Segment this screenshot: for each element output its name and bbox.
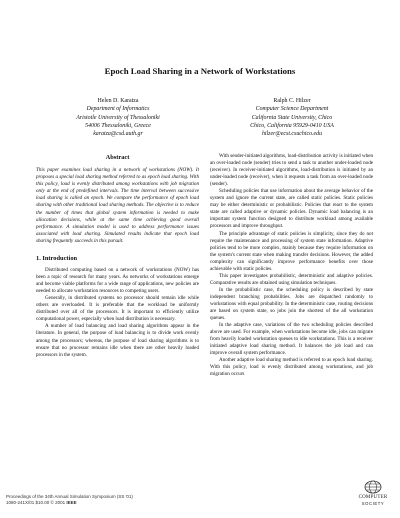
author-email: hilzer@ecst.csuchico.edu — [261, 131, 323, 138]
abstract-text: This paper examines load sharing in a network of workstations (NOW). It proposes a special load sharing method referred to as epoch load sharing. With this policy, load is evenly distributed among workstations with job migration only at the end of predefined intervals. The time interval between successive load sharing is called an epoch. We compare the performance of epoch load sharing with other traditional load sharing methods. The objective is to reduce the number of times that global system information is needed to make allocation decisions, while at the same time achieving good overall performance. A simulation model is used to address performance issues associated with load sharing. Simulated results indicate that epoch load sharing frequently succeeds in this pursuit. — [36, 167, 199, 244]
author-block-2 — [212, 97, 372, 138]
logo-line-1: COMPUTER — [358, 495, 388, 500]
author-block-1 — [38, 97, 198, 138]
footer-publisher: IEEE — [66, 500, 77, 506]
paper-title: Epoch Load Sharing in a Network of Workstations — [104, 66, 296, 76]
body-paragraph: The principle advantage of static policies is simplicity, since they do not require the maintenance and processing of system state information. Adaptive policies tend to be more complex, mainly because they require information on the system's current state when making transfer decisions. However, the added complexity can significantly improve performance benefits over those achievable with static policies. — [210, 230, 373, 272]
page-footer — [6, 494, 306, 506]
body-paragraph: In the adaptive case, variations of the two scheduling policies described above are used. For example, when workstations become idle, jobs can migrate from heavily loaded workstation queues to idle workstations. This is a receiver initiated adaptive load sharing method. It balances the job load and can improve overall system performance. — [210, 322, 373, 357]
author-dept: Department of Informatics — [86, 106, 150, 113]
body-paragraph: In the probabilistic case, the scheduling policy is described by state independent branching probabilities. Jobs are dispatched randomly to workstations with equal probability. In the deterministic case, routing decisions are based on system state, so jobs join the shortest of the all workstation queues. — [210, 286, 373, 322]
author-institution: Aristotle University of Thessaloniki — [76, 114, 160, 121]
author-dept: Computer Science Department — [255, 106, 329, 113]
author-address: 54006 Thessaloniki, Greece — [85, 122, 151, 129]
abstract-heading: Abstract — [105, 154, 130, 161]
section-heading: 1. Introduction — [36, 255, 78, 263]
footer-issn: 1080-241X/01 $10.00 © 2001 — [6, 500, 66, 506]
body-paragraph: Another adaptive load sharing method is referred to as epoch load sharing. With this policy, load is evenly distributed among workstations, and job migration occurs — [210, 357, 373, 378]
body-paragraph: Scheduling policies that use information about the average behavior of the system and ignore the current state, are called static policies. Static policies may be either deterministic or probabilistic. Policies that react to the system state are called adaptive or dynamic policies. Dynamic load balancing is an important system function designed to distribute workload among available processors and improve throughput. — [210, 188, 373, 230]
body-paragraph: A number of load balancing and load sharing algorithms appear in the literature. In general, the purpose of load balancing is to divide work evenly among the processors; whereas, the purpose of load sharing algorithms is to ensure that no processor remains idle when there are other heavily loaded processors in the system. — [36, 323, 199, 358]
body-paragraph: Generally, in distributed systems no processor should remain idle while others are overloaded. It is preferable that the workload be uniformly distributed over all of the processors. It is important to efficiently utilize computational power, especially when load distribution is necessary. — [36, 295, 199, 323]
author-email: karatza@csd.auth.gr — [93, 131, 143, 138]
footer-copyright — [6, 500, 306, 506]
author-name: Ralph C. Hilzer — [273, 98, 311, 104]
author-name: Helen D. Karatza — [97, 98, 139, 104]
footer-proceedings: Proceedings of the 34th Annual Simulation Symposium (SS '01) — [6, 494, 133, 499]
computer-society-logo — [350, 480, 396, 516]
author-address: Chico, California 95929-0410 USA — [250, 122, 334, 129]
body-paragraph: Distributed computing based on a network of workstations (NOW) has been a topic of research for many years. As networks of workstations emerge and become viable platforms for a wide range of applications, new policies are needed to allocate workstation resources to competing users. — [36, 267, 199, 295]
body-paragraph: This paper investigates probabilistic, deterministic and adaptive policies. Comparative results are obtained using simulation techniques. — [210, 272, 373, 286]
left-column — [36, 153, 199, 359]
globe-icon — [364, 480, 382, 494]
body-paragraph: With sender-initiated algorithms, load-distribution activity is initiated when an over-loaded node (sender) tries to send a task to another under-loaded node (receiver). In receiver-initiated algorithms, load-distribution is initiated by an under-loaded node (receiver), when it requests a task from an over-loaded node (sender). — [210, 153, 373, 188]
author-institution: California State University, Chico — [251, 114, 333, 121]
logo-line-2: SOCIETY — [361, 500, 385, 506]
right-column — [210, 153, 373, 379]
